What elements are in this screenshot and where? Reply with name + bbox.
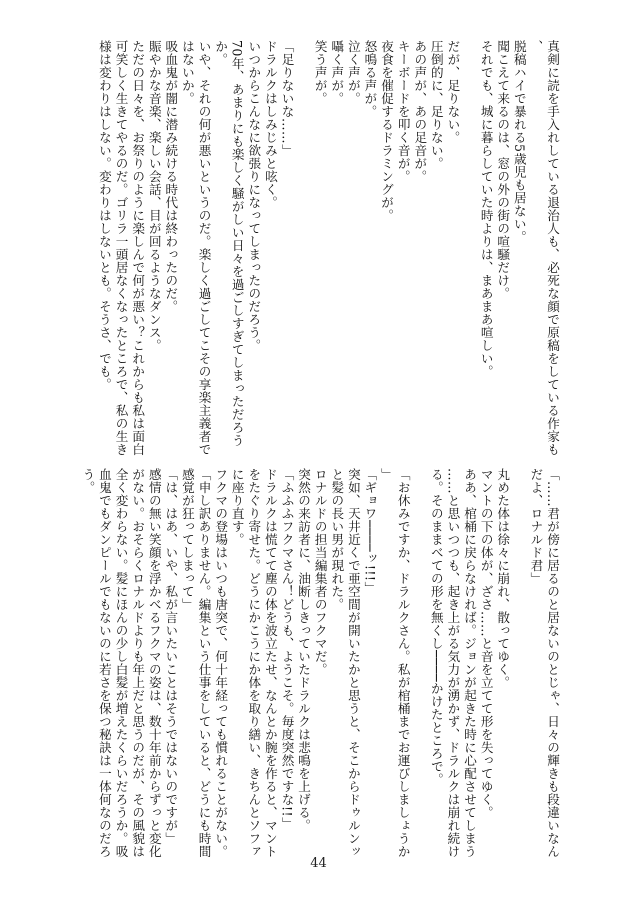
lower-text-line: う。 — [80, 468, 96, 494]
upper-text-line: はないか。 — [179, 40, 195, 105]
upper-text-line — [460, 40, 477, 460]
lower-text-block — [80, 468, 560, 860]
lower-text-line: だよ、ロナルド君」 — [528, 468, 544, 585]
upper-text-line: か。 — [213, 40, 229, 66]
lower-text-line: 突如、天井近くで亜空間が開いたかと思うと、そこからドゥルンッ — [345, 468, 361, 858]
upper-text-line: ドラルクはしみじみと呟く。 — [262, 40, 278, 209]
upper-text-block — [80, 40, 560, 460]
lower-text-line: 「……君が傍に居るのと居ないのとじゃ、日々の輝きも段違いなん — [545, 468, 560, 858]
lower-text-line: をたぐり寄せた。どうにかこうにか体を取り繕い、きちんとソファ — [246, 468, 262, 858]
upper-text-line: 様は変わりはしない。変わりはしないとも。そうさ、でも。 — [96, 40, 112, 391]
upper-text-line: 、 — [528, 40, 544, 53]
lower-text-line: 」 — [379, 468, 395, 481]
lower-text-line: ロナルドの担当編集者のフクマだ。 — [312, 468, 328, 676]
page-number: 44 — [310, 856, 327, 871]
upper-text-line: 脱稿ハイで暴れる5歳児も居ない。 — [511, 40, 527, 244]
lower-text-line: ああ、棺桶に戻らなければ。ジョンが起きた時に心配させてしまう — [462, 468, 478, 858]
upper-text-line: 聞こえて来るのは、窓の外の街の喧騒だけ。 — [495, 40, 511, 300]
lower-text-line: 「ふふふフクマさん！どうも、ようこそ。毎度突然ですな!!」 — [279, 468, 295, 830]
lower-text-line: る。そのままべての形を無くし────かけたところで。 — [428, 468, 444, 786]
upper-text-line: ただの日々を、お祭りのように楽しんで何が悪い？これからも私は面白 — [130, 40, 146, 456]
lower-text-line: 「お休みですか、ドラルクさん。私が棺桶までお運びしましょうか — [395, 468, 411, 858]
upper-text-line: 笑う声が。 — [312, 40, 328, 105]
upper-text-line: 囁く声が。 — [329, 40, 345, 105]
lower-text-line: 「申し訳ありません。編集という仕事をしていると、どうにも時間 — [196, 468, 212, 858]
lower-text-line: 「ギョワ────ッ!!!」 — [362, 468, 378, 595]
upper-text-line: 夜食を催促するドラミングが。 — [379, 40, 395, 222]
lower-text-line: マントの下の体が、ざさ……と音を立てて形を失ってゆく。 — [478, 468, 494, 819]
upper-text-line: 圧倒的に、足りない。 — [428, 40, 444, 170]
upper-text-line: 賑やかな音楽、楽しい会話、目が回るようなダンス。 — [146, 40, 162, 352]
upper-text-line: 泣く声が。 — [345, 40, 361, 105]
lower-text-line: ドラルクは慌てて塵の体を波立たせ、なんとか腕を作ると、マント — [262, 468, 278, 858]
lower-text-line: と髪の長い男が現れた。 — [329, 468, 345, 611]
upper-text-line — [295, 40, 312, 460]
upper-text-line: いつからこんなに欲張りになってしまったのだろう。 — [246, 40, 262, 352]
lower-text-line: 感覚が狂ってしまって」 — [179, 468, 195, 611]
lower-text-line: フクマの登場はいつも唐突で、何十年経っても慣れることがない。 — [213, 468, 229, 858]
upper-text-line: だが、足りない。 — [445, 40, 461, 144]
upper-text-line: 「足りないな……」 — [279, 40, 295, 157]
lower-text-line: に座り直す。 — [229, 468, 245, 546]
lower-text-line: 全く変わらない。髪にほんの少し白髪が増えたくらいだろうか。吸 — [113, 468, 129, 858]
lower-text-line: 血鬼でもダンピールでもないのに若さを保つ秘訣は一体何なのだろ — [96, 468, 112, 858]
upper-text-line: あの声が、あの足音が。 — [412, 40, 428, 183]
lower-text-line — [510, 468, 527, 860]
lower-text-line: がない。おそらくロナルドよりも年上だと思うのだが、その風貌は — [130, 468, 146, 858]
upper-text-line: いや、それの何が悪いというのだ。楽しく過ごしてこその享楽主義者で — [196, 40, 212, 456]
lower-text-line: 「は、はあ、いや、私が言いたいことはそうではないのですが」 — [163, 468, 179, 845]
upper-text-line: 吸血鬼が闇に潜み続ける時代は終わったのだ。 — [163, 40, 179, 313]
lower-text-line: 感情の無い笑顔を浮かべるフクマの姿は、数十年前からずっと変化 — [146, 468, 162, 858]
upper-text-line: 怒鳴る声が。 — [362, 40, 378, 118]
upper-text-line: 可笑しく生きてやるのだ。ゴリラ一頭居なくなったところで、私の生き — [113, 40, 129, 456]
upper-text-line: 真剣に読を手入れしている退治人も、必死な顔で原稿をしている作家も — [545, 40, 560, 456]
lower-text-line: 突然の来訪者に、油断しきっていたドラルクは悲鳴を上げる。 — [296, 468, 312, 832]
upper-text-line: それでも、城に暮らしていた時よりは、まあまあ喧しい。 — [478, 40, 494, 378]
lower-text-line: 丸めた体は徐々に崩れ、散ってゆく。 — [495, 468, 511, 689]
upper-text-line: 70年、あまりにも楽しく騒がしい日々を過ごしすぎてしまっただろう — [229, 40, 245, 447]
upper-text-line: キーボードを叩く音が。 — [395, 40, 411, 183]
lower-text-line: ……と思いつつも、起き上がる気力が湧かず、ドラルクは崩れ続け — [445, 468, 461, 858]
lower-text-line — [411, 468, 428, 860]
